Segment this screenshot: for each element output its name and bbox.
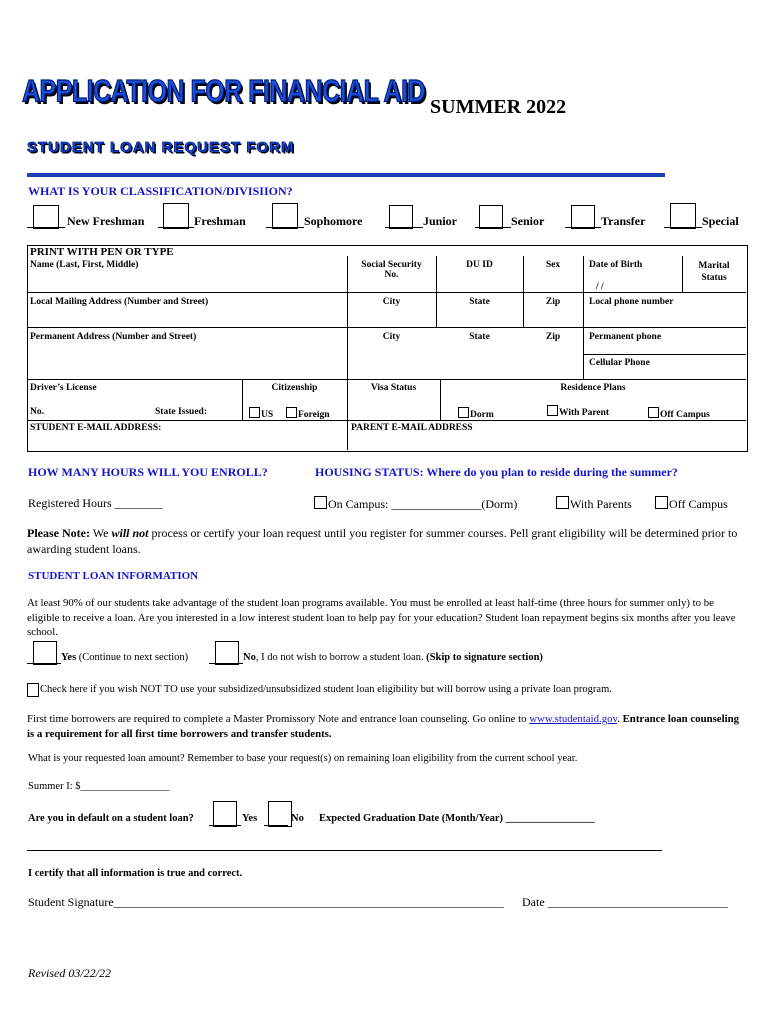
blank-line <box>565 227 601 228</box>
default-yes-checkbox[interactable] <box>213 801 237 827</box>
senior-label: Senior <box>511 214 545 228</box>
blank-line <box>475 227 511 228</box>
residence-plans-label: Residence Plans <box>560 383 626 393</box>
residence-with-parent-option[interactable] <box>547 405 609 418</box>
new-freshman-checkbox[interactable] <box>33 205 59 229</box>
us-label: US <box>261 410 274 420</box>
parent-email-label: PARENT E-MAIL ADDRESS <box>351 423 473 433</box>
special-checkbox[interactable] <box>670 203 696 229</box>
student-signature-field[interactable]: Student Signature_________________________________________________________________ <box>28 895 504 909</box>
junior-checkbox[interactable] <box>389 205 413 229</box>
dob-label: Date of Birth <box>589 260 643 270</box>
header-rule <box>27 173 665 177</box>
housing-off-campus-label: Off Campus <box>669 497 728 511</box>
loan-no-checkbox[interactable] <box>215 641 239 665</box>
marital-label-line1: Marital <box>698 261 730 271</box>
revised-date: Revised 03/22/22 <box>28 966 111 980</box>
local-address-label: Local Mailing Address (Number and Street) <box>30 297 209 307</box>
summer-amount-field[interactable]: Summer I: $_________________ <box>28 781 170 792</box>
permanent-phone-label: Permanent phone <box>589 332 662 342</box>
citizenship-us-option[interactable] <box>249 407 273 420</box>
citizenship-foreign-option[interactable] <box>286 407 330 420</box>
ssn-label-line2: No. <box>384 270 399 280</box>
loan-no-option <box>243 652 543 663</box>
blank-line <box>27 227 65 228</box>
residence-dorm-option[interactable] <box>458 407 494 420</box>
blank-line <box>385 227 423 228</box>
loan-yes-option <box>61 652 188 663</box>
state-issued-label: State Issued: <box>155 407 207 417</box>
certify-statement: I certify that all information is true and correct. <box>28 868 243 879</box>
transfer-label: Transfer <box>601 214 646 228</box>
ssn-label-line1: Social Security <box>361 260 422 270</box>
loan-heading: STUDENT LOAN INFORMATION <box>28 570 199 582</box>
off-campus-checkbox[interactable] <box>648 407 659 418</box>
perm-state-label: State <box>469 332 490 342</box>
default-no-label: No <box>291 813 304 824</box>
perm-zip-label: Zip <box>545 332 561 342</box>
foreign-label: Foreign <box>298 410 330 420</box>
table-rule <box>583 354 746 355</box>
housing-on-campus-option[interactable] <box>314 496 517 512</box>
table-rule <box>27 327 746 328</box>
freshman-label: Freshman <box>194 214 246 228</box>
with-parents-checkbox[interactable] <box>556 496 569 509</box>
foreign-checkbox[interactable] <box>286 407 297 418</box>
hours-question: HOW MANY HOURS WILL YOU ENROLL? <box>28 465 268 479</box>
section-divider <box>27 850 662 851</box>
marital-status-label <box>682 260 746 284</box>
ssn-label <box>347 260 436 280</box>
du-id-label: DU ID <box>466 260 493 270</box>
default-yes-label: Yes <box>242 813 258 824</box>
local-phone-label: Local phone number <box>589 297 674 307</box>
please-note-label: Please Note: <box>27 526 90 540</box>
loan-amount-question: What is your requested loan amount? Remember to base your request(s) on remaining loan eligibility from the current school year. <box>28 753 578 764</box>
print-note: PRINT WITH PEN OR TYPE <box>30 246 174 258</box>
senior-checkbox[interactable] <box>479 205 503 229</box>
dob-slashes: / / <box>596 282 604 292</box>
visa-status-label: Visa Status <box>370 383 417 393</box>
housing-with-parents-option[interactable] <box>556 496 632 512</box>
loan-yes-checkbox[interactable] <box>33 641 57 665</box>
loan-yes-label: Yes <box>61 652 77 663</box>
on-campus-label: On Campus: _______________(Dorm) <box>328 497 518 511</box>
drivers-license-label: Driver’s License <box>30 383 97 393</box>
table-rule <box>27 420 746 421</box>
marital-label-line2: Status <box>701 273 727 283</box>
housing-off-campus-option[interactable] <box>655 496 728 512</box>
form-subtitle: STUDENT LOAN REQUEST FORM <box>27 139 295 156</box>
local-city-label: City <box>382 297 401 307</box>
dorm-label: Dorm <box>470 410 494 420</box>
loan-skip-note: (Skip to signature section) <box>426 652 543 663</box>
loan-no-label: No <box>243 652 256 663</box>
license-no-label: No. <box>30 407 44 417</box>
default-question: Are you in default on a student loan? <box>28 813 194 824</box>
off-campus-label: Off Campus <box>660 410 710 420</box>
term-label: SUMMER 2022 <box>430 96 567 118</box>
transfer-checkbox[interactable] <box>571 205 595 229</box>
dorm-checkbox[interactable] <box>458 407 469 418</box>
loan-no-note: , I do not wish to borrow a student loan. <box>255 652 424 663</box>
blank-line <box>266 227 304 228</box>
blank-line <box>664 227 702 228</box>
blank-line <box>158 227 194 228</box>
with-parent-label: With Parent <box>559 408 610 418</box>
please-note <box>27 526 743 557</box>
housing-off-campus-checkbox[interactable] <box>655 496 668 509</box>
permanent-address-label: Permanent Address (Number and Street) <box>30 332 197 342</box>
please-note-text: process or certify your loan request until you register for summer courses. Pell grant eligibility will be determined prior to awarding student loans. <box>27 526 738 556</box>
graduation-date-field[interactable]: Expected Graduation Date (Month/Year) _________________ <box>319 813 595 824</box>
local-state-label: State <box>469 297 490 307</box>
table-rule <box>27 379 746 380</box>
table-rule <box>27 292 583 293</box>
blank-line <box>264 825 288 826</box>
loan-yes-note: (Continue to next section) <box>78 652 189 663</box>
junior-label: Junior <box>423 214 458 228</box>
registered-hours-field[interactable]: Registered Hours ________ <box>28 496 163 510</box>
blank-line <box>209 663 243 664</box>
us-checkbox[interactable] <box>249 407 260 418</box>
perm-city-label: City <box>382 332 401 342</box>
classification-heading: WHAT IS YOUR CLASSIFICATION/DIVISIION? <box>28 184 293 198</box>
please-note-will-not: will not <box>111 526 149 540</box>
form-title: APPLICATION FOR FINANCIAL AID <box>22 74 426 109</box>
sophomore-label: Sophomore <box>304 214 363 228</box>
freshman-checkbox[interactable] <box>163 203 189 229</box>
mpn-paragraph: First time borrowers are required to complete a Master Promissory Note and entrance loan counseling. Go online to www.studentaid.gov. Entrance loan counseling is a requirement for all first time borrowers and transfer students. <box>27 713 739 740</box>
on-campus-checkbox[interactable] <box>314 496 327 509</box>
local-zip-label: Zip <box>545 297 561 307</box>
name-label: Name (Last, First, Middle) <box>30 260 139 270</box>
residence-off-campus-option[interactable] <box>648 407 710 420</box>
special-label: Special <box>702 214 739 228</box>
studentaid-link[interactable]: www.studentaid.gov <box>529 713 618 725</box>
table-rule <box>583 256 584 379</box>
private-loan-label: Check here if you wish NOT TO use your subsidized/unsubsidized student loan eligibility but will borrow using a private loan program. <box>40 684 612 695</box>
private-loan-checkbox[interactable] <box>27 683 39 697</box>
with-parent-checkbox[interactable] <box>547 405 558 416</box>
housing-question: HOUSING STATUS: Where do you plan to reside during the summer? <box>315 465 678 479</box>
student-email-label: STUDENT E-MAIL ADDRESS: <box>30 423 162 433</box>
blank-line <box>27 663 61 664</box>
new-freshman-label: New Freshman <box>67 214 145 228</box>
sex-label: Sex <box>545 260 561 270</box>
please-note-we: We <box>92 526 109 540</box>
loan-intro: At least 90% of our students take advantage of the student loan programs available. You must be enrolled at least half-time (three hours for summer only) to be eligible to receive a loan. Are you interested in a low interest student loan to help pay for your education? Student loan repayment begins six months after you leave school. <box>27 597 736 638</box>
citizenship-label: Citizenship <box>271 383 318 393</box>
mpn-text: First time borrowers are required to complete a Master Promissory Note and entrance loan counseling. Go online to <box>27 713 527 725</box>
mpn-bold-text: Entrance loan counseling is a requirement for all first time borrowers and transfer students. <box>27 713 739 740</box>
date-field[interactable]: Date ______________________________ <box>522 895 728 909</box>
default-no-checkbox[interactable] <box>268 801 292 827</box>
table-rule <box>583 292 746 293</box>
blank-line <box>209 825 241 826</box>
cellular-phone-label: Cellular Phone <box>589 358 650 368</box>
sophomore-checkbox[interactable] <box>272 203 298 229</box>
with-parents-label: With Parents <box>570 497 632 511</box>
